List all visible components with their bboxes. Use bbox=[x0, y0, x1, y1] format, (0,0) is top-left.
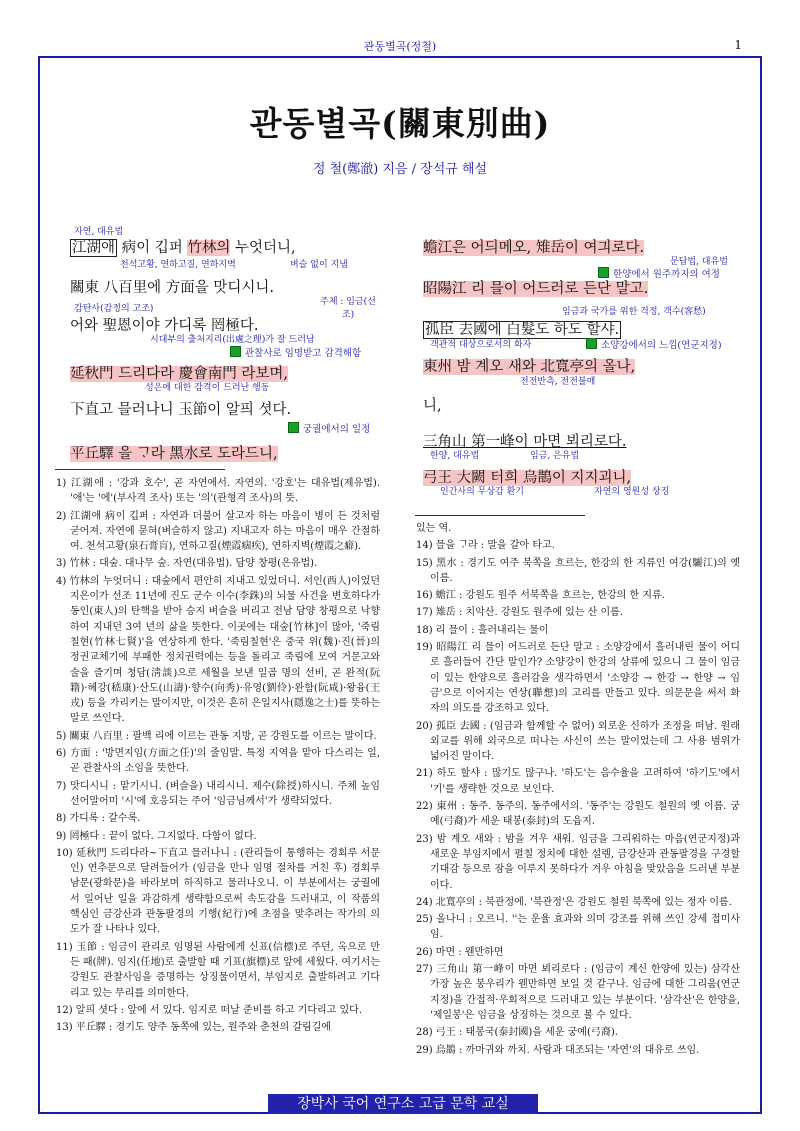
poem-note: 감탄사(감정의 고조) bbox=[74, 304, 154, 314]
footnote: 10) 延秋門 드리다라~下直고 믈러나니 : (관리들이 통행하는 경회루 서문인) 연추문으로 달려들어가 (임금을 만나 임명 절차를 거친 후) 경회루 남문(광화문)을 바라보며 하직하고 물러나오니. 이 부분에서는 궁궐에서 일어난 일을 과감하게 생략함으로써 속도감을 드러내고, 이 작품의 핵심인 금강산과 관동팔경의 기행(紀行)에 초점을 맞추려는 작가의 의도가 잘 나타나 있다. bbox=[56, 847, 380, 936]
poem-line-4: 延秋門 드리다라 慶會南門 라보며, bbox=[70, 366, 288, 382]
poem-line-5: 下直고 믈러나니 玉節이 알픠 셧다. bbox=[70, 402, 292, 418]
poem-line-7: 蟾江은 어듸메오, 雉岳이 여긔로다. bbox=[423, 240, 645, 256]
poem-line-3: 어와 聖恩이야 가디록 罔極다. bbox=[70, 318, 259, 334]
green-square-icon bbox=[230, 346, 241, 357]
footnote: 18) 리 믈이 : 흘러내리는 물이 bbox=[416, 624, 549, 636]
footnote: 1) 江湖애 : '강과 호수', 곧 자연에서. 자연의. '강호'는 대유법(제유법). '애'는 '에'(부사격 조사) 또는 '의'(관형격 조사)의 뜻. bbox=[56, 478, 380, 505]
poem-line-12: 三角山 第一峰이 마면 뵈리로다. bbox=[423, 434, 627, 450]
poem-note: 전전반측, 전전불매 bbox=[520, 377, 596, 387]
poem-note: 성은에 대한 감격이 드러난 행동 bbox=[145, 383, 270, 393]
footnote: 8) 가디록 : 갈수록. bbox=[56, 813, 141, 825]
poem-line-13: 弓王 大闕 터희 烏鵲이 지지괴니, bbox=[423, 470, 632, 486]
footnote: 28) 弓王 : 태봉국(泰封國)을 세운 궁예(弓裔). bbox=[416, 1027, 618, 1039]
footnote: 22) 東州 : 동주. 동주의. 동주에서의. '동주'는 강원도 철원의 옛 이름. 궁예(弓裔)가 세운 태봉(泰封)의 도읍지. bbox=[416, 801, 740, 828]
poem-note: 자연의 영원성 상징 bbox=[594, 487, 670, 497]
footnote: 3) 竹林 : 대숲. 대나무 숲. 자연(대유법). 담양 창평(은유법). bbox=[56, 558, 318, 570]
footnote: 24) 北寬亭의 : 북관정에. '북관정'은 강원도 철원 북쪽에 있는 정자 이름. bbox=[416, 896, 732, 908]
footnote: 있는 역. bbox=[416, 523, 452, 534]
poem-note: 한양, 대유법 bbox=[430, 451, 480, 461]
summary-box: 소양강에서의 느낌(연군지정) bbox=[586, 337, 722, 351]
poem-note: 임금, 은유법 bbox=[530, 451, 580, 461]
footnotes-left bbox=[56, 476, 380, 1037]
poem-term: 江湖애 bbox=[72, 240, 116, 256]
footnote: 11) 玉節 : 임금이 관리로 임명된 사람에게 신표(信標)로 주던, 옥으로 만든 패(牌). 임지(任地)로 출발할 때 기표(旗標)로 앞에 세웠다. 여기서는 강원도 관찰사임을 증명하는 상징물이면서, 부임지로 출발하려고 기다리고 있는 무리를 의미한다. bbox=[56, 941, 380, 999]
footnote: 5) 關東 八百里 : 팔백 리에 이르는 관동 지방, 곧 강원도를 이르는 말이다. bbox=[56, 730, 377, 742]
poem-highlight: 竹林의 bbox=[187, 240, 231, 256]
footnote: 17) 雉岳 : 치악산. 강원도 원주에 있는 산 이름. bbox=[416, 607, 624, 619]
footnote: 21) 하도 할샤 : 많기도 많구나. '하도'는 음수율을 고려하여 '하기도'에서 '기'를 생략한 것으로 보인다. bbox=[416, 768, 740, 795]
footnote: 9) 罔極다 : 끝이 없다. 그지없다. 다함이 없다. bbox=[56, 830, 257, 842]
footnote: 15) 黑水 : 경기도 여주 북쪽을 흐르는, 한강의 한 지류인 여강(驪江)의 옛 이름. bbox=[416, 557, 740, 584]
poem-note: 문답법, 대유법 bbox=[670, 257, 728, 267]
poem-note: 객관적 대상으로서의 화자 bbox=[430, 340, 532, 350]
footnote: 25) 올나니 : 오르니. ''는 운율 효과와 의미 강조를 위해 쓰인 강세 접미사임. bbox=[416, 914, 740, 941]
poem-note: 임금과 국가를 위한 걱정, 객수(客愁) bbox=[562, 307, 706, 317]
footnote: 27) 三角山 第一峰이 마면 뵈리로다 : (임금이 계신 한양에 있는) 삼각산 가장 높은 봉우리가 웬만하면 보일 것 같구나. 임금에 대한 그리움(연군지정)을 간접적·우회적으로 드러내고 있는 부분이다. '삼각산'은 한양을, '제일봉'은 임금을 상징하는 것으로 볼 수 있다. bbox=[416, 964, 740, 1021]
running-title: 관동별곡(정철) bbox=[363, 40, 437, 53]
footnote: 6) 方面 : '방면지임(方面之任)'의 줄임말. 특정 지역을 맡아 다스리는 일, 곧 관찰사의 소임을 뜻한다. bbox=[56, 748, 380, 775]
footnote: 14) 믈을 ᄀᆞ라 : 말을 갈아 타고. bbox=[416, 540, 555, 552]
footer-banner: 장박사 국어 연구소 고급 문학 교실 bbox=[268, 1094, 538, 1114]
footnote: 29) 烏鵲 : 까마귀와 까치. 사람과 대조되는 '자연'의 대유로 쓰임. bbox=[416, 1044, 700, 1056]
green-square-icon bbox=[288, 422, 299, 433]
footnote: 7) 맛디시니 : 맡기시니. (벼슬을) 내리시니. 제수(除授)하시니. 주체 높임 선어말어미 '시'에 호응되는 주어 '임금님께서'가 생략되었다. bbox=[56, 780, 380, 807]
footnote-rule bbox=[415, 515, 585, 516]
poem-note: 천석고황, 연하고질, 연하지벽 bbox=[120, 260, 236, 270]
footnote: 2) 江湖애 病이 깁퍼 : 자연과 더불어 살고자 하는 마음이 병이 든 것처럼 굳어져. 자연에 묻혀(벼슬하지 않고) 지내고자 하는 마음이 매우 간절하여. 천석고황(泉石膏肓), 연하고질(煙霞痼疾), 연하지벽(煙霞之癖). bbox=[56, 510, 380, 553]
footnote: 26) 마면 : 웬만하면 bbox=[416, 946, 504, 958]
poem-note: 인간사의 무상감 환기 bbox=[440, 487, 524, 497]
footnote: 19) 昭陽江 리 믈이 어드러로 든단 말고 : 소양강에서 흘러내린 물이 어디로 흘러들어 간단 말인가? 소양강이 한강의 상류에 있으니 그 물이 임금이 있는 한양으로 흘러감을 생각하면서 '소양강 → 한강 → 한양 → 임금'으로 이어지는 연상(聯想)의 고리를 만들고 있다. 의문문을 써서 화자의 의도를 강조하고 있다. bbox=[416, 642, 740, 715]
footnotes-right bbox=[416, 521, 740, 1060]
footnote: 13) 平丘驛 : 경기도 양주 동쪽에 있는, 원주와 춘천의 갈림길에 bbox=[56, 1022, 331, 1034]
green-square-icon bbox=[586, 338, 597, 349]
document-title: 관동별곡(關東別曲) bbox=[249, 104, 551, 143]
poem-line-10: 東州 밤 계오 새와 北寬亭의 올나, bbox=[423, 359, 636, 375]
poem-text: 누엇더니, bbox=[230, 240, 296, 256]
footnote-rule bbox=[55, 469, 225, 470]
poem-line-8: 昭陽江 리 믈이 어드러로 든단 말고. bbox=[423, 281, 649, 297]
footnote: 23) 밤 계오 새와 : 밤을 겨우 새워. 임금을 그리워하는 마음(연군지정)과 새로운 부임지에서 펼칠 정치에 대한 설렘, 금강산과 관동팔경을 구경할 기대감 등으로 잠을 이루지 못하다가 겨우 아침을 맞았음을 드러낸 부분이다. bbox=[416, 833, 740, 891]
poem-note: 주체 : 임금(선조) bbox=[320, 297, 376, 320]
poem-line-2: 關東 八百里에 方面을 맛디시니. bbox=[70, 280, 274, 296]
summary-box: 궁궐에서의 일정 bbox=[288, 421, 370, 435]
poem-line-9: 孤臣 去國에 白髮도 하도 할샤. bbox=[425, 322, 620, 338]
footnote: 16) 蟾江 : 강원도 원주 서북쪽을 흐르는, 한강의 한 지류. bbox=[416, 590, 665, 602]
poem-note: 벼슬 없이 지냄 bbox=[290, 260, 348, 270]
summary-box: 한양에서 원주까지의 여정 bbox=[598, 266, 720, 280]
poem-line-11: 니, bbox=[423, 398, 442, 414]
poem-line-6: 平丘驛 을 ᄀᆞ라 黑水로 도라드니, bbox=[70, 446, 278, 462]
summary-box: 관찰사로 임명받고 감격해함 bbox=[230, 345, 361, 359]
document-subtitle: 정 철(鄭澈) 지음 / 장석규 해설 bbox=[312, 162, 488, 177]
poem-note: 자연, 대유법 bbox=[74, 227, 124, 237]
footnote: 4) 竹林의 누엇더니 : 대숲에서 편안히 지내고 있었더니. 서인(西人)이었던 지은이가 선조 11년에 진도 군수 이수(李銖)의 뇌물 사건을 변호하다가 동인(東人)의 탄핵을 받아 승지 벼슬을 버리고 전남 담양 창평으로 낙향하여 지내던 3여 년의 삶을 뜻한다. 이곳에는 대숲[竹林]이 많아, '죽림칠현(竹林七賢)'을 연상하게 한다. '죽림칠현'은 중국 위(魏)·진(晉)의 정권교체기에 부패한 정치권력에는 등을 돌리고 죽림에 모여 거문고와 술을 즐기며 청담(淸談)으로 세월을 보낸 일곱 명의 선비, 곧 완적(阮籍)·혜강(嵇康)·산도(山濤)·향수(向秀)·유영(劉伶)·완함(阮咸)·왕융(王戎) 등을 가리키는 말이지만, 이것은 흔히 은일지사(隱逸之士)를 뜻하는 말로 쓰인다. bbox=[56, 575, 381, 725]
poem-line-1 bbox=[70, 236, 296, 257]
footnote: 20) 孤臣 去國 : (임금과 함께할 수 없어) 외로운 신하가 조정을 떠남. 원래 외교를 위해 외국으로 떠나는 사신이 쓰는 말이었는데 그 사용 범위가 넓어진 말이다. bbox=[416, 720, 740, 763]
page-number: 1 bbox=[734, 38, 742, 52]
footnote: 12) 알픠 셧다 : 앞에 서 있다. 임지로 떠날 준비를 하고 기다리고 있다. bbox=[56, 1004, 362, 1016]
poem-text: 病이 깁퍼 bbox=[117, 240, 188, 256]
poem-note: 시대부의 출처지리(出處之理)가 잘 드러남 bbox=[150, 335, 315, 345]
